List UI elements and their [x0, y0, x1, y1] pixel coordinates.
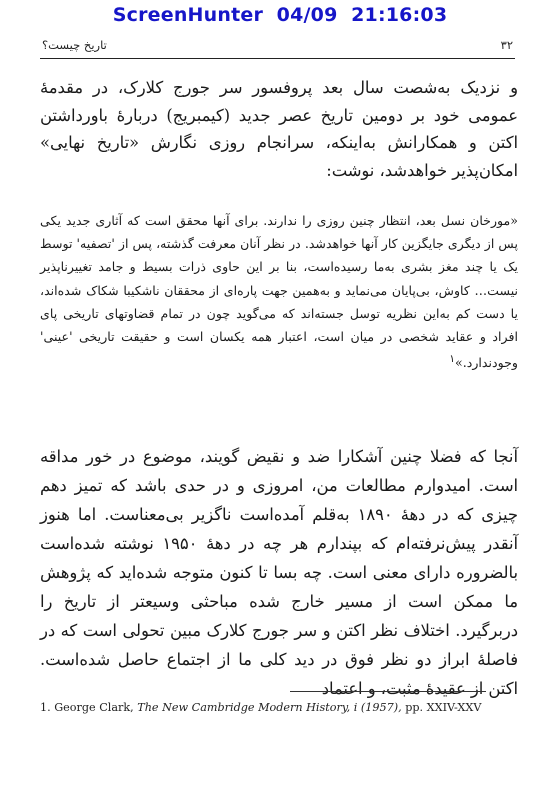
- screenhunter-watermark: ScreenHunter 04/09 21:16:03: [112, 4, 448, 26]
- footnote-divider: [290, 691, 486, 692]
- footnote-book-title: The New Cambridge Modern History, i (1957),: [137, 701, 402, 714]
- footnote-pages: pp. XXIV-XXV: [401, 701, 482, 714]
- book-title: تاریخ چیست؟: [42, 38, 107, 52]
- page-number: ۳۲: [500, 38, 513, 52]
- footnote-marker: ۱: [449, 353, 455, 366]
- footnote-prefix: 1. George Clark,: [40, 701, 138, 714]
- running-header: [40, 36, 515, 59]
- block-quote-text: «مورخان نسل بعد، انتظار چنین روزی را ندارند. برای آنها محقق است که آثاری جدید یکی پس از دیگری جایگزین کار آنها خواهدشد. در نظر آنان معرفت گذشته، پس از 'تصفیه' توسط یک یا چند مغز بشری به‌ما رسیده‌است، بنا بر این حاوی ذرات بسیط و جامد تغییرناپذیر نیست… کاوش، بی‌پایان می‌نماید و به‌همین جهت پاره‌ای از محققان ناشکیبا شکاک شده‌اند، یا دست کم به‌این نظریه توسل جسته‌اند که می‌گوید چون در تمام قضاوتهای تاریخی پای افراد و عقاید شخصی در میان است، اعتبار همه یکسان است و حقیقت تاریخی 'عینی' وجودندارد.»: [40, 213, 518, 371]
- block-quote: [40, 209, 518, 375]
- body-paragraph-2: آنجا که فضلا چنین آشکارا ضد و نقیض گویند، موضوع در خور مداقه است. امیدوارم مطالعات من، امروزی و در حدی باشد که تمیز دهم چیزی که در دههٔ ۱۸۹۰ به‌قلم آمده‌است ناگزیر بی‌معناست. اما هنوز آنقدر پیش‌نرفته‌ام که بپندارم هر چه در دههٔ ۱۹۵۰ نوشته شده‌است بالضروره دارای معنی است. چه بسا تا کنون متوجه شده‌اید که پژوهش ما ممکن است از مسیر خارج شده مباحثی وسیعتر از تاریخ را دربرگیرد. اختلاف نظر اکتن و سر جورج کلارک مبین تحولی است که در فاصلهٔ ابراز دو نظر فوق در دید کلی ما از اجتماع حاصل شده‌است. اکتن از عقیدهٔ مثبت، و اعتماد: [40, 447, 518, 698]
- footnote: [40, 698, 490, 717]
- body-paragraph-1: و نزدیک به‌شصت سال بعد پروفسور سر جورج کلارک، در مقدمهٔ عمومی خود بر دومین تاریخ عصر جدید (کیمبریج) دربارهٔ باورداشتن اکتن و همکارانش به‌اینکه، سرانجام روزی نگارش «تاریخ نهایی» امکان‌پذیر خواهدشد، نوشت:: [40, 78, 518, 180]
